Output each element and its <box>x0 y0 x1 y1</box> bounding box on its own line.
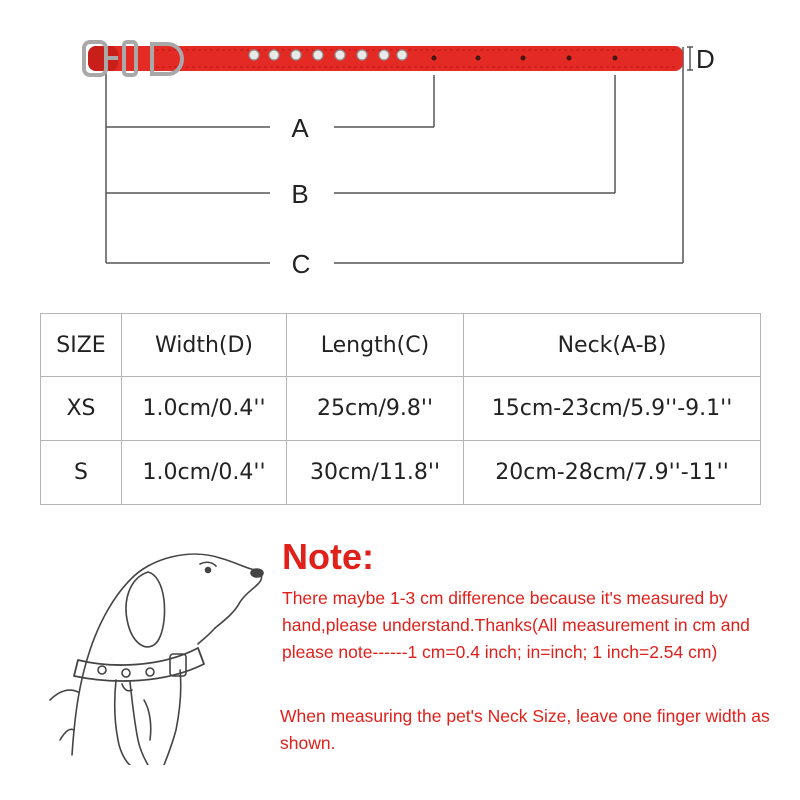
dimension-lines <box>106 47 693 263</box>
dog-mouth <box>198 628 215 644</box>
collar-hole <box>146 668 154 676</box>
dog-head-outline <box>130 554 262 628</box>
header-length: Length(C) <box>287 314 464 377</box>
cell-width: 1.0cm/0.4'' <box>122 441 287 505</box>
dog-nose-icon <box>251 569 263 577</box>
note-title: Note: <box>282 536 374 577</box>
note-body: There maybe 1-3 cm difference because it's measured by hand,please understand.Thanks(All measurement in cm and please note------1 cm=0.4 inch; in=inch; 1 inch=2.54 cm) <box>282 588 750 662</box>
cell-width: 1.0cm/0.4'' <box>122 377 287 441</box>
label-a: A <box>291 113 309 143</box>
cell-size: S <box>41 441 122 505</box>
dog-back-outline <box>72 580 130 755</box>
collar-hole <box>98 666 106 674</box>
header-neck: Neck(A-B) <box>464 314 761 377</box>
cell-length: 25cm/9.8'' <box>287 377 464 441</box>
collar-image <box>84 42 683 75</box>
collar-dimension-diagram <box>0 0 800 300</box>
size-table <box>40 313 761 505</box>
cell-neck: 20cm-28cm/7.9''-11'' <box>464 441 761 505</box>
cell-neck: 15cm-23cm/5.9''-9.1'' <box>464 377 761 441</box>
dog-illustration <box>30 540 280 765</box>
note-measure-instruction: When measuring the pet's Neck Size, leave one finger width as shown. <box>280 706 770 753</box>
hand-icon <box>115 680 130 765</box>
header-width: Width(D) <box>122 314 287 377</box>
collar-hole <box>122 669 130 677</box>
dog-eye-icon <box>206 568 211 573</box>
table-row <box>41 441 761 505</box>
label-b: B <box>291 179 309 209</box>
cell-length: 30cm/11.8'' <box>287 441 464 505</box>
header-size: SIZE <box>41 314 122 377</box>
label-d: D <box>696 44 715 74</box>
label-c: C <box>291 249 311 279</box>
table-row <box>41 377 761 441</box>
cell-size: XS <box>41 377 122 441</box>
dog-ear <box>126 572 164 647</box>
table-header-row <box>41 314 761 377</box>
